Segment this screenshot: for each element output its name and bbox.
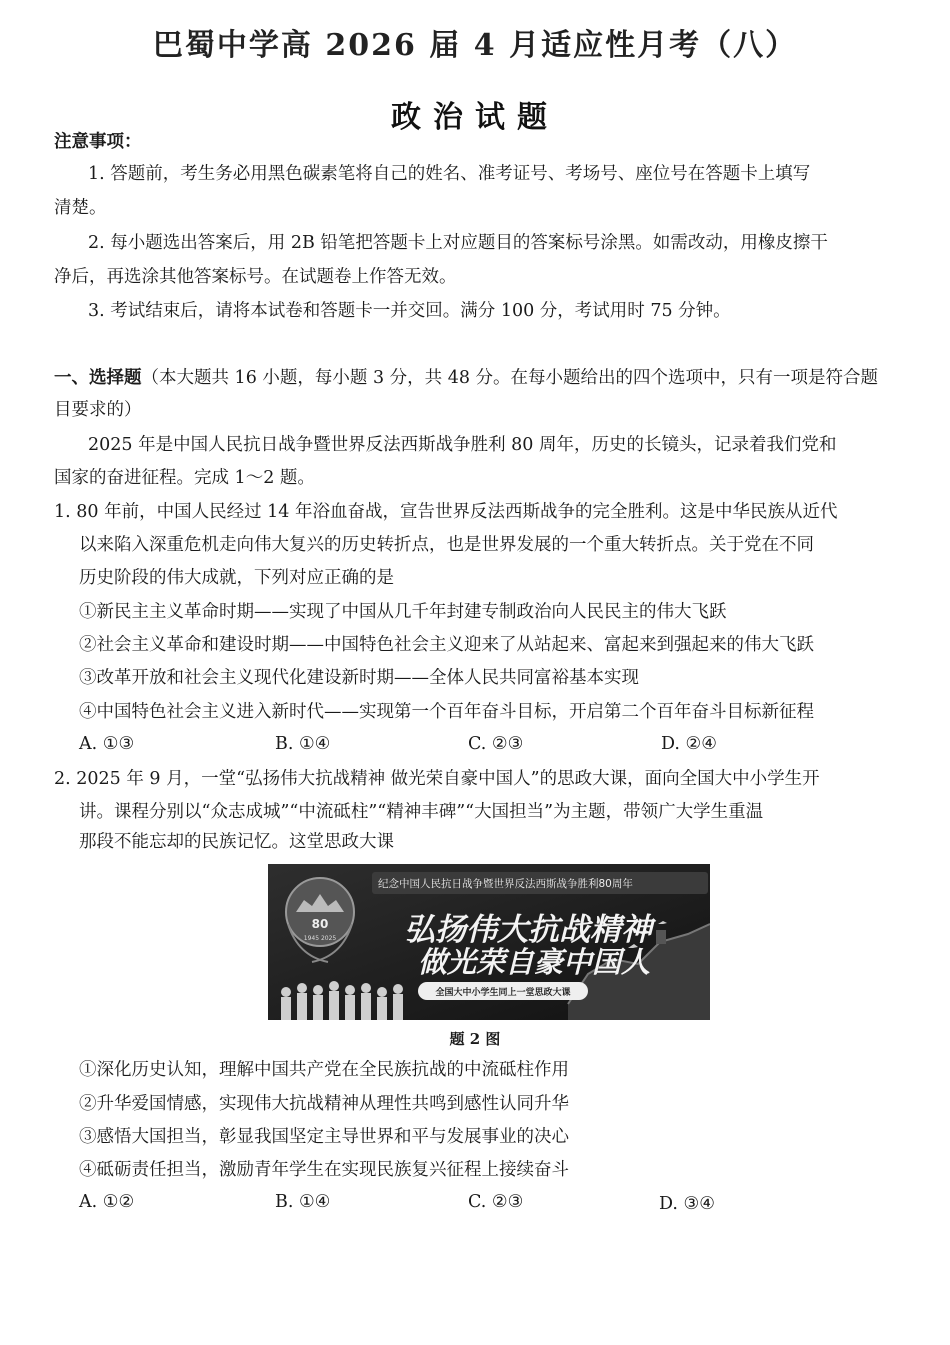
q1-stem-line-2: 以来陷入深重危机走向伟大复兴的历史转折点，也是世界发展的一个重大转折点。关于党在不同 — [79, 535, 814, 555]
page-title: 政治试题 — [391, 100, 559, 135]
q2-statement-2: ②升华爱国情感，实现伟大抗战精神从理性共鸣到感性认同升华 — [79, 1094, 569, 1114]
intro-line-2: 国家的奋进征程。完成 1～2 题。 — [54, 468, 315, 488]
section-1-desc-line-2: 目要求的） — [54, 400, 142, 420]
banner-headline-2: 做光荣自豪中国人 — [418, 945, 651, 979]
q2-stem-line-2: 讲。课程分别以“众志成城”“中流砥柱”“精神丰碑”“大国担当”为主题，带领广大学生重温 — [79, 802, 764, 822]
q2-stem-line-1: 2. 2025 年 9 月，一堂“弘扬伟大抗战精神 做光荣自豪中国人”的思政大课，面向全国大中小学生开 — [54, 769, 820, 789]
section-1-desc: （本大题共 16 小题，每小题 3 分，共 48 分。在每小题给出的四个选项中，只有一项是符合题 — [141, 368, 879, 388]
banner-top-text: 纪念中国人民抗日战争暨世界反法西斯战争胜利80周年 — [378, 878, 633, 890]
q1-statement-3: ③改革开放和社会主义现代化建设新时期——全体人民共同富裕基本实现 — [79, 668, 639, 688]
notice-item-1-line-2: 清楚。 — [54, 198, 107, 218]
q2-statement-3: ③感悟大国担当，彰显我国坚定主导世界和平与发展事业的决心 — [79, 1127, 569, 1147]
q2-statement-1: ①深化历史认知，理解中国共产党在全民族抗战的中流砥柱作用 — [79, 1060, 569, 1080]
notice-item-1-line-1: 1. 答题前，考生务必用黑色碳素笔将自己的姓名、准考证号、考场号、座位号在答题卡上填写 — [88, 164, 811, 184]
q1-stem-line-3: 历史阶段的伟大成就，下列对应正确的是 — [79, 568, 394, 588]
q1-option-b: B. ①④ — [275, 734, 331, 754]
emblem-years: 1945 2025 — [303, 935, 337, 942]
q1-option-d: D. ②④ — [661, 734, 717, 754]
section-1-heading: 一、选择题 — [54, 368, 142, 388]
intro-line-1: 2025 年是中国人民抗日战争暨世界反法西斯战争胜利 80 周年，历史的长镜头，记录着我们党和 — [88, 435, 837, 455]
notice-item-2-line-2: 净后，再选涂其他答案标号。在试题卷上作答无效。 — [54, 267, 457, 287]
q1-stem-line-1: 1. 80 年前，中国人民经过 14 年浴血奋战，宣告世界反法西斯战争的完全胜利。这是中华民族从近代 — [54, 502, 838, 522]
emblem-number: 80 — [311, 917, 329, 931]
q2-option-a: A. ①② — [79, 1192, 135, 1212]
q1-statement-4: ④中国特色社会主义进入新时代——实现第一个百年奋斗目标，开启第二个百年奋斗目标新征程 — [79, 702, 814, 722]
notice-item-3: 3. 考试结束后，请将本试卷和答题卡一并交回。满分 100 分，考试用时 75 分钟。 — [88, 301, 731, 321]
banner-headline-1: 弘扬伟大抗战精神 — [404, 912, 652, 948]
q2-figure-banner — [268, 864, 710, 1020]
q1-statement-2: ②社会主义革命和建设时期——中国特色社会主义迎来了从站起来、富起来到强起来的伟大飞跃 — [79, 635, 814, 655]
notice-item-2-line-1: 2. 每小题选出答案后，用 2B 铅笔把答题卡上对应题目的答案标号涂黑。如需改动，用橡皮擦干 — [88, 233, 828, 253]
q1-option-a: A. ①③ — [79, 734, 135, 754]
q1-option-c: C. ②③ — [468, 734, 524, 754]
exam-header: 巴蜀中学高 2026 届 4 月适应性月考（八） — [152, 28, 798, 63]
q2-option-d: D. ③④ — [659, 1194, 715, 1214]
figure-caption: 题 2 图 — [449, 1030, 501, 1048]
banner-artwork — [268, 864, 710, 1020]
q2-option-c: C. ②③ — [468, 1192, 524, 1212]
notice-heading: 注意事项： — [54, 132, 142, 152]
q1-statement-1: ①新民主主义革命时期——实现了中国从几千年封建专制政治向人民民主的伟大飞跃 — [79, 602, 727, 622]
banner-bottom-text: 全国大中小学生同上一堂思政大课 — [435, 988, 571, 998]
q2-stem-line-3: 那段不能忘却的民族记忆。这堂思政大课 — [79, 832, 394, 852]
q2-option-b: B. ①④ — [275, 1192, 331, 1212]
q2-statement-4: ④砥砺责任担当，激励青年学生在实现民族复兴征程上接续奋斗 — [79, 1160, 569, 1180]
section-1-title — [54, 366, 878, 390]
